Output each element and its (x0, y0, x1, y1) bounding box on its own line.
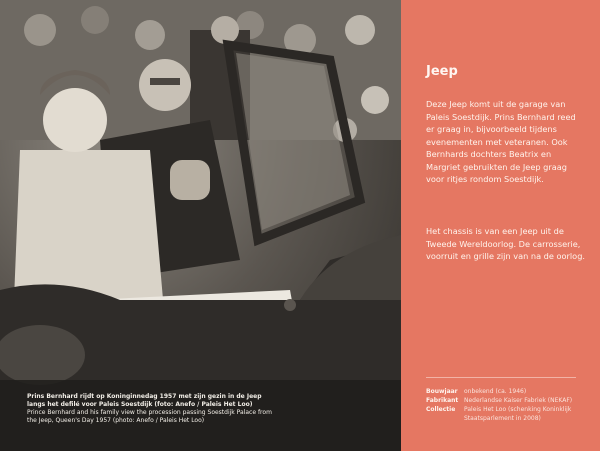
meta-label: Collectie (426, 406, 456, 413)
exhibit-title: Jeep (426, 64, 458, 79)
caption-english: Prince Bernhard and his family view the procession passing Soestdijk Palace from the Jeep, Queen's Day 1957 (photo: Anefo / Paleis Het Loo) (27, 409, 272, 424)
description-paragraph-1: Deze Jeep komt uit de garage van Paleis Soestdijk. Prins Bernhard reed er graag in, bijvoorbeeld tijdens evenementen met veteranen. Ook Bernhards dochters Beatrix en Margriet gebruikten de Jeep graag voor ritjes rondom Soestdijk. (426, 99, 576, 184)
meta-value: onbekend (ca. 1946) (464, 388, 527, 395)
object-metadata (426, 387, 596, 423)
meta-row-collection (426, 405, 596, 423)
photo-caption (27, 393, 277, 425)
meta-label: Bouwjaar (426, 388, 458, 395)
meta-row-manufacturer (426, 396, 596, 405)
divider (426, 377, 576, 378)
meta-row-year (426, 387, 596, 396)
meta-value: Paleis Het Loo (schenking Koninklijk Staatsparlement in 2008) (464, 406, 572, 422)
caption-dutch: Prins Bernhard rijdt op Koninginnedag 1957 met zijn gezin in de Jeep langs het defilé voor Paleis Soestdijk (foto: Anefo / Paleis Het Loo) (27, 393, 262, 408)
info-panel (401, 0, 600, 451)
description-paragraph-2: Het chassis is van een Jeep uit de Tweede Wereldoorlog. De carrosserie, voorruit en grille zijn van na de oorlog. (426, 226, 585, 261)
meta-value: Nederlandse Kaiser Fabriek (NEKAF) (464, 397, 573, 404)
meta-label: Fabrikant (426, 397, 459, 404)
